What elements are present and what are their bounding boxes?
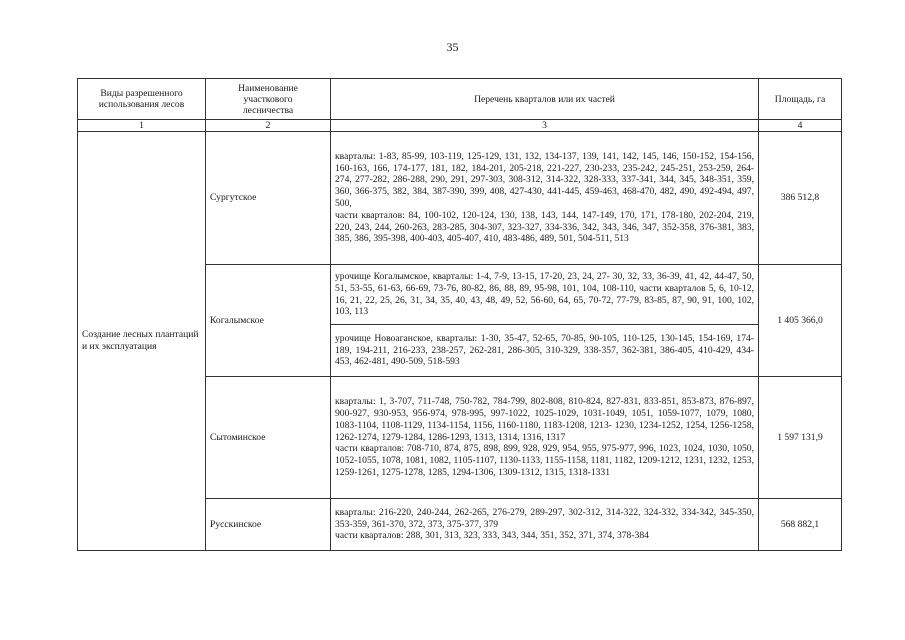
column-number: 1 xyxy=(78,120,206,132)
column-number: 2 xyxy=(206,120,331,132)
quarter-parts-text: части кварталов: 288, 301, 313, 323, 333, 343, 344, 351, 352, 371, 374, 378-384 xyxy=(335,530,649,542)
area-value: 1 405 366,0 xyxy=(759,265,842,377)
header-use-type: Виды разрешенного использования лесов xyxy=(78,79,206,120)
quarters-text: кварталы: 1, 3-707, 711-748, 750-782, 784-799, 802-808, 810-824, 827-831, 833-851, 853-873, 876-897, 900-927, 930-953, 956-974, 978-995, 997-1022, 1025-1029, 1031-1049, 1051, 1059-1077, 1079, 1080, 1083-1104, 1108-1129, 1134-1154, 1156, 1160-1180, 1183-1208, 1213- 1230, 1234-1252, 1254, 1256-1258, 1262-1274, 1279-1284, 1286-1293, 1313, 1314, 1316, 1317 xyxy=(335,396,754,443)
forest-use-table xyxy=(77,78,842,551)
quarters-text: кварталы: 216-220, 240-244, 262-265, 276-279, 289-297, 302-312, 314-322, 324-332, 334-342, 345-350, 353-359, 361-370, 372, 373, 375-377, 379 xyxy=(335,506,754,530)
quarters-text: кварталы: 1-83, 85-99, 103-119, 125-129, 131, 132, 134-137, 139, 141, 142, 145, 146, 150-152, 154-156, 160-163, 166, 174-177, 181, 182, 184-201, 205-218, 221-227, 230-233, 235-242, 245-251, 253-259, 264-274, 277-282, 286-288, 290, 291, 297-303, 308-312, 314-322, 328-333, 337-341, 344, 345, 348-351, 359, 360, 366-375, 382, 384, 387-390, 399, 408, 427-430, 441-445, 459-463, 468-470, 482, 490, 492-494, 497, 500, xyxy=(335,150,754,209)
column-number: 3 xyxy=(331,120,759,132)
quarters-list xyxy=(331,265,759,325)
forestry-name: Когалымское xyxy=(206,265,331,377)
quarters-text: урочище Новоаганское, кварталы: 1-30, 35-47, 52-65, 70-85, 90-105, 110-125, 130-145, 154-169, 174-189, 194-211, 216-233, 238-257, 262-281, 286-305, 310-329, 338-357, 362-381, 386-405, 410-429, 434-453, 462-481, 490-509, 518-593 xyxy=(335,332,754,368)
quarters-list xyxy=(331,499,759,551)
header-area: Площадь, га xyxy=(759,79,842,120)
page-number: 35 xyxy=(446,40,459,54)
header-forestry-name: Наименование участкового лесничества xyxy=(206,79,331,120)
quarters-list xyxy=(331,132,759,265)
forestry-name: Сытоминское xyxy=(206,377,331,499)
use-type-cell: Создание лесных плантаций и их эксплуатация xyxy=(78,132,206,551)
quarter-parts-text: части кварталов: 708-710, 874, 875, 898, 899, 928, 929, 954, 955, 975-977, 996, 1023, 1024, 1030, 1050, 1052-1055, 1078, 1081, 1082, 1105-1107, 1130-1133, 1155-1158, 1181, 1182, 1209-1212, 1231, 1232, 1253, 1259-1261, 1275-1278, 1285, 1294-1306, 1309-1312, 1315, 1318-1331 xyxy=(335,443,754,478)
column-number: 4 xyxy=(759,120,842,132)
quarters-text: урочище Когалымское, кварталы: 1-4, 7-9, 13-15, 17-20, 23, 24, 27- 30, 32, 33, 36-39, 41, 42, 44-47, 50, 51, 53-55, 61-63, 66-69, 73-76, 80-82, 86, 88, 89, 95-98, 101, 104, 108-110, части кварталов 5, 6, 10-12, 16, 21, 22, 25, 26, 31, 34, 35, 40, 43, 48, 49, 52, 56-60, 64, 65, 70-72, 77-79, 83-85, 87, 90, 91, 100, 102, 103, 113 xyxy=(335,270,754,318)
forestry-name: Русскинское xyxy=(206,499,331,551)
quarter-parts-text: части кварталов: 84, 100-102, 120-124, 130, 138, 143, 144, 147-149, 170, 171, 178-180, 202-204, 219, 220, 243, 244, 260-263, 283-285, 304-307, 323-327, 334-336, 342, 343, 346, 347, 352-358, 376-381, 383, 385, 386, 395-398, 400-403, 405-407, 410, 483-486, 489, 501, 504-511, 513 xyxy=(335,209,754,245)
forestry-name: Сургутское xyxy=(206,132,331,265)
area-value: 386 512,8 xyxy=(759,132,842,265)
area-value: 1 597 131,9 xyxy=(759,377,842,499)
quarters-list xyxy=(331,325,759,377)
column-number-row xyxy=(78,120,842,132)
table-row xyxy=(78,132,842,265)
quarters-list xyxy=(331,377,759,499)
area-value: 568 882,1 xyxy=(759,499,842,551)
header-quarters-list: Перечень кварталов или их частей xyxy=(331,79,759,120)
table-header-row xyxy=(78,79,842,120)
